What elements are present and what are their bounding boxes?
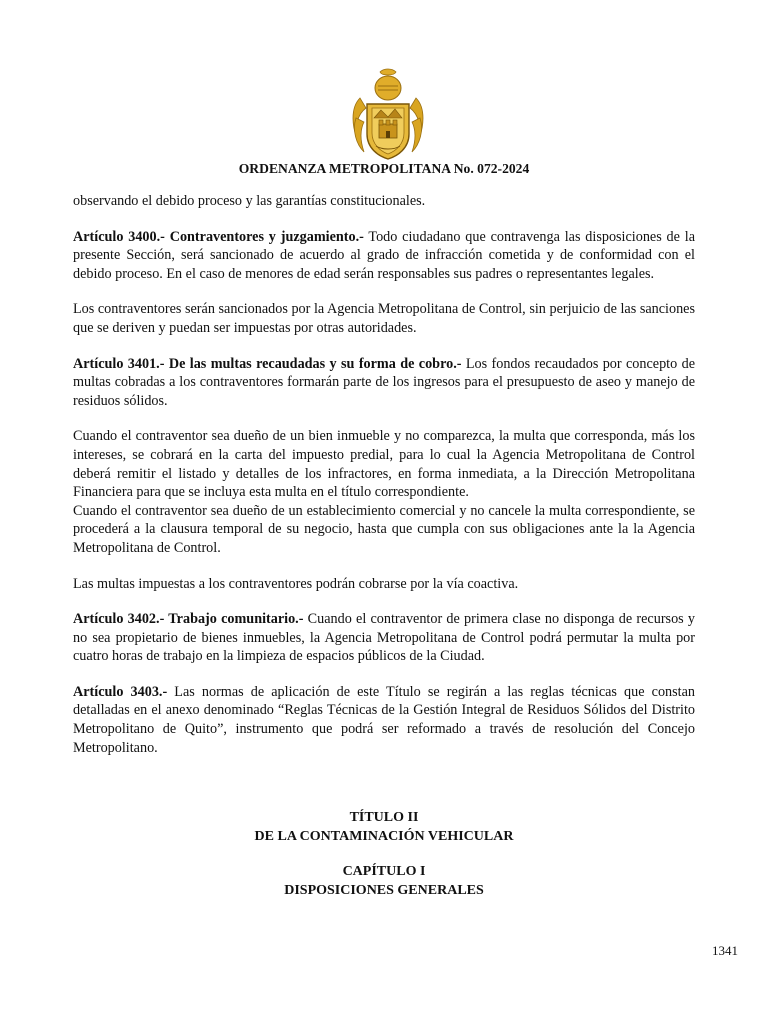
titulo-name: DE LA CONTAMINACIÓN VEHICULAR [254, 828, 514, 844]
titulo-heading: TÍTULO II [349, 810, 419, 825]
article-3402-heading: Artículo 3402.- Trabajo comunitario.- [73, 611, 304, 628]
article-3403-heading: Artículo 3403.- [73, 683, 168, 700]
coat-of-arms-icon [350, 68, 426, 162]
paragraph-via-coactiva: Las multas impuestas a los contraventores podrán cobrarse por la vía coactiva. [73, 575, 519, 592]
article-3403 [73, 683, 695, 757]
section-headings [0, 809, 768, 900]
capitulo-name: DISPOSICIONES GENERALES [284, 882, 484, 898]
article-3400-heading: Artículo 3400.- Contraventores y juzgamiento.- [73, 228, 364, 245]
paragraph-establecimiento-comercial: Cuando el contraventor sea dueño de un establecimiento comercial y no cancele la multa correspondiente, se procederá a la clausura temporal de su negocio, hasta que cumpla con sus obligaciones ante la la Agencia Metropolitana de Control. [73, 502, 695, 556]
paragraph-due-process: observando el debido proceso y las garantías constitucionales. [73, 193, 426, 209]
page-number: 1341 [712, 943, 738, 958]
article-3401-text: Los fondos recaudados por concepto de multas cobradas a los contraventores formarán parte de los ingresos para el presupuesto de aseo y manejo de residuos sólidos. [73, 355, 695, 409]
article-3400 [73, 228, 695, 284]
capitulo-heading: CAPÍTULO I [342, 864, 426, 880]
paragraph-bien-inmueble: Cuando el contraventor sea dueño de un bien inmueble y no comparezca, la multa que corresponda, más los intereses, se cobrará en la carta del impuesto predial, para lo cual la Agencia Metropolitana de Control deberá remitir el listado y detalles de los infractores, en forma inmediata, a la Dirección Metropolitana Financiera para que se incluya esta multa en el título correspondiente. [73, 428, 695, 501]
paragraph-agencia-sanciones: Los contraventores serán sancionados por la Agencia Metropolitana de Control, sin perjuicio de las sanciones que se deriven y puedan ser impuestas por otras autoridades. [73, 301, 695, 336]
article-3400-text: Todo ciudadano que contravenga las disposiciones de la presente Sección, será sancionado de acuerdo al grado de infracción cometida y de conformidad con el debido proceso. En el caso de menores de edad serán responsables sus padres o representantes legales. [73, 228, 695, 282]
article-3401 [73, 355, 695, 411]
article-3402 [73, 610, 695, 666]
article-3401-heading: Artículo 3401.- De las multas recaudadas y su forma de cobro.- [73, 355, 462, 372]
ordinance-title: ORDENANZA METROPOLITANA No. 072-2024 [238, 161, 530, 176]
document-body [73, 192, 695, 757]
article-3403-text: Las normas de aplicación de este Título se regirán a las reglas técnicas que constan detalladas en el anexo denominado “Reglas Técnicas de la Gestión Integral de Residuos Sólidos del Distrito Metropolitano de Quito”, instrumento que podrá ser reformado a través de resolución del Concejo Metropolitano. [73, 683, 695, 756]
article-3402-text: Cuando el contraventor de primera clase no disponga de recursos y no sea propietario de bienes inmuebles, la Agencia Metropolitana de Control podrá permutar la multa por cuatro horas de trabajo en la limpieza de espacios públicos de la Ciudad. [73, 611, 695, 665]
